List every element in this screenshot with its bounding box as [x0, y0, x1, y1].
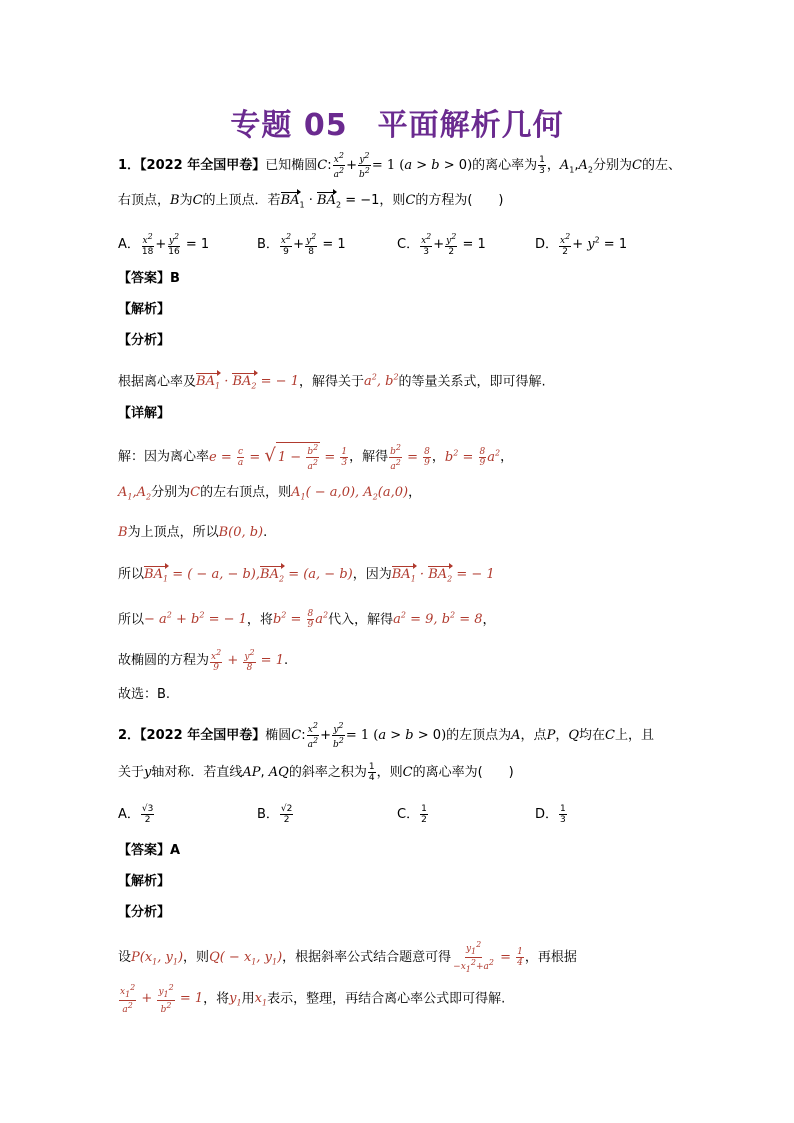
text: ，解得: [349, 449, 389, 465]
q1-detail-1: 解：因为离心率e = $\frac{c}{a}$ = √ 1 − $\frac{b^2}{a^2}$ = $\frac{1}{3}$ ，解得 $\frac{b^2}{a^2}$ = $\frac{8}{9}$ ，$b^2$ = $\frac{8}{9}$ $a^2$，: [118, 442, 514, 472]
q1-option-a: A． $\frac{x^2}{18}$ + $\frac{y^2}{16}$ = 1: [118, 232, 210, 257]
q2-text: ，则: [376, 765, 403, 780]
q2-option-d: D． $\frac{1}{3}$: [535, 804, 566, 825]
text: 用: [241, 991, 255, 1007]
page-title: [0, 100, 794, 144]
q1-detail-label: 【详解】: [118, 406, 171, 421]
q1-text: 的离心率为: [472, 158, 538, 173]
q2-text: 上，且: [614, 728, 654, 743]
q1-text: 已知椭圆: [265, 158, 318, 173]
q2-stem-line2: 关于y轴对称．若直线AP, AQ的斜率之积为 $\frac{1}{4}$ ，则C的离心率为( ): [118, 762, 514, 783]
q1-text: 的方程为( ): [415, 193, 504, 208]
q1-detail-5: 所以− $a^2 + b^2$ = − 1，将$b^2$ = $\frac{8}{9}$ $a^2$代入，解得$a^2 = 9$, $b^2 = 8$，: [118, 609, 496, 631]
q2-fenxi-label: 【分析】: [118, 905, 171, 920]
text: 根据离心率及: [118, 374, 197, 390]
q2-text: 的左顶点为: [446, 728, 512, 743]
q1-text: 的上顶点．若: [202, 193, 281, 208]
q2-text: 的离心率为( ): [412, 765, 514, 780]
q2-analysis-label: 【解析】: [118, 874, 171, 889]
text: 所以: [118, 612, 145, 628]
text: 解：因为离心率: [118, 449, 210, 465]
text: 设: [118, 949, 132, 965]
q2-source-tag: 【2022 年全国甲卷】: [140, 728, 266, 743]
text: 所以: [118, 567, 145, 582]
q2-option-a: A． $\frac{√3}{2}$: [118, 804, 154, 825]
q2-option-b: B． $\frac{√2}{2}$: [257, 804, 293, 825]
text: ，根据斜率公式结合题意可得: [282, 949, 452, 965]
text: 为上顶点，所以: [127, 525, 219, 540]
q1-detail-4: 所以$BA_1$ = ( − a, − $b),BA_2 = (a$, − b)，因为$BA_1 \cdot BA_2$ = − 1: [118, 565, 495, 590]
q1-fenxi-text: 根据离心率及$BA_1 \cdot BA_2$ = − 1，解得关于$a^2$, $b^2$的等量关系式，即可得解.: [118, 368, 546, 397]
text: ，将: [203, 991, 230, 1007]
q1-text: 为: [179, 193, 193, 208]
text: 表示，整理，再结合离心率公式即可得解.: [267, 991, 506, 1007]
q2-text: 关于: [118, 765, 145, 780]
option-letter: A．: [118, 237, 140, 252]
q1-fenxi-label: 【分析】: [118, 333, 171, 348]
option-letter: C．: [397, 807, 420, 822]
q2-fenxi-1: 设$P(x_1$, $y_1$)，则$Q( - x_1$, $y_1$)，根据斜率公式结合题意可得 $\frac{y_1^2}{-x_1^2+a^2}$ = $\frac{1}{4}$ ，再根据: [118, 940, 577, 974]
option-letter: D．: [535, 807, 559, 822]
q2-text: 均在: [579, 728, 606, 743]
q2-option-c: C． $\frac{1}{2}$: [397, 804, 427, 825]
text: ，将: [246, 612, 273, 628]
q1-option-d: D． $\frac{x^2}{2}$ + $y^2 = 1$: [535, 232, 628, 257]
q1-text: 右顶点，: [118, 193, 171, 208]
q1-option-b: B． $\frac{x^2}{9}$ + $\frac{y^2}{8}$ = 1: [257, 232, 346, 257]
q2-stem-line1: 2．【2022 年全国甲卷】椭圆C: $\frac{x^2}{a^2}$ + $\frac{y^2}{b^2}$ = 1 (a > b > 0)的左顶点为A，点P，Q均在C上，且: [118, 721, 654, 750]
option-letter: A．: [118, 807, 140, 822]
q1-text: 分别为: [593, 158, 633, 173]
text: ，因为: [352, 567, 392, 582]
text: 的左右顶点，则: [200, 485, 292, 500]
title-sub: 平面解析几何: [377, 108, 564, 143]
option-letter: B．: [257, 807, 279, 822]
text: 分别为: [151, 485, 191, 500]
q1-number: 1．: [118, 158, 141, 173]
q2-answer: 【答案】A: [118, 843, 181, 858]
q1-choice: 故选：B.: [118, 687, 171, 702]
title-main: 专题 05: [230, 108, 348, 143]
q2-text: 轴对称．若直线: [151, 765, 243, 780]
q1-option-c: C． $\frac{x^2}{3}$ + $\frac{y^2}{2}$ = 1: [397, 232, 486, 257]
q1-text: ，则: [379, 193, 406, 208]
q2-text: 椭圆: [265, 728, 292, 743]
q1-analysis-label: 【解析】: [118, 302, 171, 317]
q2-text: 的斜率之积为: [288, 765, 367, 780]
q2-number: 2．: [118, 728, 141, 743]
text: 故椭圆的方程为: [118, 653, 210, 668]
q1-stem-line1: 1．【2022 年全国甲卷】已知椭圆C: $\frac{x^2}{a^2}$ + $\frac{y^2}{b^2}$ = 1 (a > b > 0)的离心率为 $\frac{1}{3}$ ，$A_1,A_2$分别为C的左、: [118, 151, 681, 180]
option-letter: B．: [257, 237, 279, 252]
q2-fenxi-2: $\frac{x_1^2}{a^2}$ + $\frac{y_1^2}{b^2}$ = 1，将$y_1$用$x_1$表示，整理，再结合离心率公式即可得解.: [120, 983, 506, 1015]
q1-detail-6: 故椭圆的方程为 $\frac{x^2}{9}$ + $\frac{y^2}{8}$ = 1.: [118, 648, 289, 673]
text: ，再根据: [524, 949, 577, 965]
q1-source-tag: 【2022 年全国甲卷】: [140, 158, 266, 173]
option-letter: D．: [535, 237, 559, 252]
text: 的等量关系式，即可得解.: [398, 374, 546, 390]
text: ，解得关于: [298, 374, 364, 390]
q1-detail-3: B为上顶点，所以B(0, b).: [118, 525, 268, 540]
q1-detail-2: $A_1,A_2$分别为C的左右顶点，则$A_1( - a,0)$, $A_2(a,0)$，: [118, 485, 422, 502]
text: 代入，解得: [328, 612, 394, 628]
q1-answer: 【答案】B: [118, 271, 180, 286]
option-letter: C．: [397, 237, 420, 252]
q2-text: ，点: [520, 728, 547, 743]
q1-text: 的左、: [641, 158, 681, 173]
text: ，则: [183, 949, 210, 965]
q1-stem-line2: 右顶点，B为C的上顶点．若$BA_1 \cdot BA_2 = -1$，则C的方程为( ): [118, 193, 504, 210]
